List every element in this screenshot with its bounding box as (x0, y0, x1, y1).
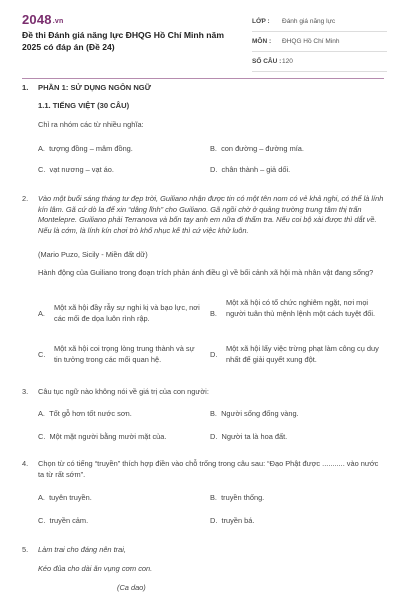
q2-stem: Hành động của Guiliano trong đoạn trích phản ánh điều gì về bối cảnh xã hội mà nhân vật đang sống? (38, 268, 374, 277)
q3-number: 3. (22, 387, 29, 396)
option-label: B. (210, 144, 217, 153)
q3-option-a[interactable] (38, 409, 132, 420)
site-logo[interactable] (22, 12, 63, 27)
q2-option-a[interactable]: Một xã hội đầy rẫy sự nghi kị và bạo lực, nơi các mối đe dọa luôn rình rập. (54, 303, 200, 323)
q1-option-d[interactable] (210, 165, 290, 176)
q2-source: (Mario Puzo, Sicily - Miền đất dữ) (38, 250, 148, 259)
info-class-label: LỚP : (252, 18, 270, 25)
q2-option-c-label: C. (38, 350, 46, 359)
header-divider (22, 78, 384, 79)
option-text: Người sống đống vàng. (221, 409, 299, 418)
option-text: chân thành – giả dối. (221, 165, 291, 174)
header (0, 0, 400, 76)
q2-option-d-label: D. (210, 350, 218, 359)
option-label: B. (210, 493, 217, 502)
q4-option-b[interactable] (210, 493, 264, 504)
info-class (252, 12, 387, 32)
option-text: truyền cảm. (49, 516, 89, 525)
info-count-label: SỐ CÂU : (252, 58, 282, 65)
q2-option-d[interactable]: Một xã hội lấy việc trừng phạt làm công cụ duy nhất để giải quyết xung đột. (226, 344, 379, 364)
info-count-value: 120 (282, 58, 293, 65)
q4-option-d[interactable] (210, 516, 254, 527)
q4-option-c[interactable] (38, 516, 88, 527)
option-label: D. (210, 432, 218, 441)
subsection-title: 1.1. TIẾNG VIỆT (30 CÂU) (38, 101, 130, 110)
q2-option-b-label: B. (210, 309, 217, 318)
info-class-value: Đánh giá năng lực (282, 18, 336, 25)
q5-number: 5. (22, 545, 29, 554)
q3-option-c[interactable] (38, 432, 166, 443)
exam-info (252, 12, 387, 72)
q2-option-b[interactable]: Một xã hội có tổ chức nghiêm ngặt, nơi mọi người tuân thủ mệnh lệnh một cách tuyệt đối. (226, 298, 376, 318)
option-label: D. (210, 165, 218, 174)
exam-title: Đề thi Đánh giá năng lực ĐHQG Hồ Chí Minh năm 2025 có đáp án (Đề 24) (22, 30, 224, 52)
option-label: B. (210, 409, 217, 418)
q3-option-b[interactable] (210, 409, 299, 420)
info-subject (252, 32, 387, 52)
q1-stem: Chỉ ra nhóm các từ nhiều nghĩa: (38, 120, 144, 129)
q5-verse-line-2: Kéo đủa cho dài ăn vụng cơm con. (38, 564, 153, 573)
q1-option-a[interactable] (38, 144, 133, 155)
option-text: Tốt gỗ hơn tốt nước sơn. (49, 409, 132, 418)
logo-suffix: .vn (52, 18, 64, 25)
q3-option-d[interactable] (210, 432, 287, 443)
q4-number: 4. (22, 459, 29, 468)
option-text: con đường – đường mía. (221, 144, 304, 153)
q2-number: 2. (22, 194, 29, 203)
option-text: Người ta là hoa đất. (221, 432, 288, 441)
option-label: A. (38, 493, 45, 502)
option-label: D. (210, 516, 218, 525)
q5-source: (Ca dao) (117, 583, 146, 592)
q1-option-c[interactable] (38, 165, 114, 176)
option-text: vạt nương – vạt áo. (49, 165, 114, 174)
option-label: C. (38, 516, 46, 525)
q5-verse-line-1: Làm trai cho đáng nên trai, (38, 545, 126, 554)
info-subject-value: ĐHQG Hồ Chí Minh (282, 38, 340, 45)
option-text: Một mặt người bằng mười mặt của. (49, 432, 167, 441)
option-text: truyền thống. (221, 493, 265, 502)
option-label: C. (38, 432, 46, 441)
option-text: truyền bá. (221, 516, 255, 525)
q1-option-b[interactable] (210, 144, 304, 155)
part-title: PHẦN 1: SỬ DỤNG NGÔN NGỮ (38, 83, 152, 92)
option-text: tuyên truyền. (49, 493, 92, 502)
option-label: A. (38, 144, 45, 153)
option-text: tượng đồng – mâm đồng. (49, 144, 133, 153)
info-subject-label: MÔN : (252, 38, 272, 45)
option-label: C. (38, 165, 46, 174)
q3-stem: Câu tục ngữ nào không nói về giá trị của con người: (38, 387, 209, 396)
option-label: A. (38, 409, 45, 418)
q4-stem: Chọn từ có tiếng “truyền” thích hợp điền vào chỗ trống trong câu sau: “Đạo Phật được ........... vào nước ta từ rất sớm”. (38, 459, 379, 479)
q2-option-a-label: A. (38, 309, 45, 318)
info-count (252, 52, 387, 72)
q4-option-a[interactable] (38, 493, 92, 504)
q2-passage: Vào một buổi sáng tháng tư đẹp trời, Guiliano nhận được tin có một tên nom có vẻ khả nghi, có thể là lính kín lâm. Gã cứ dò la để xin “dâng lĩnh” cho Guiliano. Gã ngồi chờ ở quảng trường trung tâm thị trấn Montelepre. Guiliano phải Terranova và bốn tay anh em nữa đi thẩm tra. Nếu coi bộ xài được thì dắt về. Nếu là cớm, là lính kín chơi trò khổ nhục kế thì cứ việc khử luôn. (38, 194, 384, 235)
logo-text: 2048 (22, 12, 52, 27)
q2-option-c[interactable]: Một xã hội coi trọng lòng trung thành và sự tin tưởng trong các mối quan hệ. (54, 344, 195, 364)
part-number: 1. (22, 83, 29, 92)
